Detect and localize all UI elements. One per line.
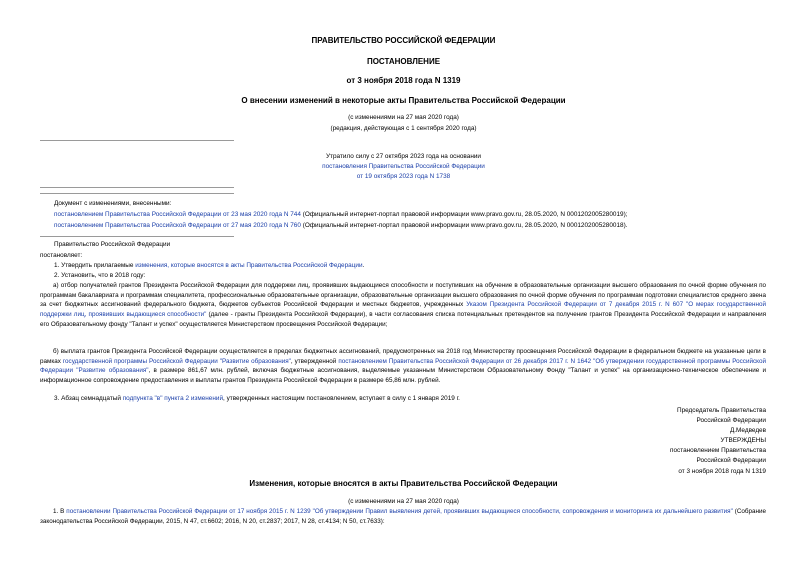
point-2b-text: б) выплата грантов Президента Российской Федерации осуществляется в пределах бюджетных ассигнований, предусмотренных на 2018 год Министерству просвещения Российской Федерации в федеральном бюджете на указанные цели в рамках [40,348,766,365]
government-heading: ПРАВИТЕЛЬСТВО РОССИЙСКОЙ ФЕДЕРАЦИИ [311,36,496,45]
point-3-text: 3. Абзац семнадцатый [54,395,123,402]
point-2a [40,281,766,330]
divider [40,140,234,141]
change-link-760[interactable]: постановлением Правительства Российской Федерации от 27 мая 2020 года N 760 [54,222,301,229]
signature-line: Председатель Правительства [677,407,766,414]
document-title: О внесении изменений в некоторые акты Правительства Российской Федерации [241,96,566,105]
amended-note: (с изменениями на 27 мая 2020 года) [348,114,459,121]
approval-line: от 3 ноября 2018 года N 1319 [678,467,766,475]
preamble-government: Правительство Российской Федерации [54,241,171,248]
approval-line: Российской Федерации [696,457,766,465]
point-2b-link-decree-1642[interactable]: постановлением Правительства Российской Федерации от 26 декабря 2017 г. N 1642 "Об утверждении государственной программы Российской Федерации "Развитие образования" [40,357,766,375]
divider [40,193,234,194]
point-2a-text: а) отбор получателей грантов Президента Российской Федерации для поддержки лиц, проявивших выдающиеся способности и поступивших на обучение в образовательные организации высшего образования по очной форме обучения по программам бакалавриата и программам специалитета, профессиональные образовательные организации, образовательные организации высшего образования по очной форме обучения по программам подготовки специалистов среднего звена за счет бюджетных ассигнований федерального бюджета, бюджетов субъектов Российской Федерации и местных бюджетов, учрежденных [40,282,766,309]
edition-note: (редакция, действующая с 1 сентября 2020 года) [330,125,477,132]
doc-type-heading: ПОСТАНОВЛЕНИЕ [366,57,441,66]
point-1-text: 1. Утвердить прилагаемые [54,262,136,269]
signature-block [670,406,766,477]
appendix-amended-note: (с изменениями на 27 мая 2020 года) [348,498,459,505]
point-2b-link-program[interactable]: государственной программы Российской Федерации "Развитие образования" [62,357,291,365]
point-2b-text-end: , в размере 861,67 млн. рублей, включая бюджетные ассигнования, выделяемые указанным Министерством Образовательному Фонду "Талант и успех" на организационно-техническое обеспечение и информационное сопровождение предоставления и выплаты грантов Президента Российской Федерации в размере 65,86 млн. рублей. [40,367,767,385]
appendix-point-1 [40,507,766,526]
point-1-end: . [362,262,365,269]
changes-intro: Документ с изменениями, внесенными: [54,200,172,207]
appendix-point-1-end: (Собрание законодательства Российской Федерации, 2015, N 47, ст.6602; 2016, N 20, ст.2837; 2017, N 28, ст.4134; N 50, ст.7633): [40,508,766,525]
signature-line: Д.Медведев [729,427,766,435]
date-number-heading: от 3 ноября 2018 года N 1319 [346,76,461,85]
point-2a-text-end: (далее - гранты Президента Российской Федерации), в части согласования списка потенциальных претендентов на получение грантов Президента Российской Федерации и направления его Образовательному фонду "Талант и успех" осуществляется Министерством просвещения Российской Федерации; [40,311,766,328]
change-source: (Официальный интернет-портал правовой информации www.pravo.gov.ru, 28.05.2020, N 0001202005280018). [300,222,628,229]
divider [40,236,234,237]
appendix-title: Изменения, которые вносятся в акты Правительства Российской Федерации [249,479,558,488]
point-2b [40,347,766,386]
change-item [54,221,628,231]
repeal-link-decree[interactable]: постановления Правительства Российской Федерации [322,163,485,170]
point-2a-link-decree-607[interactable]: Указом Президента Российской Федерации от 7 декабря 2015 г. N 607 "О мерах государственной поддержки лиц, проявивших выдающиеся способности" [40,301,767,319]
point-3 [54,394,460,404]
repeal-link-date[interactable]: от 19 октября 2023 года N 1738 [356,173,451,180]
preamble-resolves: постановляет: [40,252,83,259]
change-item [54,210,628,220]
repeal-notice-text: Утратило силу с 27 октября 2023 года на основании [326,153,481,160]
appendix-point-1-link[interactable]: постановлении Правительства Российской Федерации от 17 ноября 2015 г. N 1239 "Об утверждении Правил выявления детей, проявивших выдающиеся способности, сопровождения и мониторинга их дальнейшего развития" [66,508,733,515]
change-link-744[interactable]: постановлением Правительства Российской Федерации от 23 мая 2020 года N 744 [54,211,301,218]
point-1 [54,261,364,271]
point-3-end: , утвержденных настоящим постановлением, вступает в силу с 1 января 2019 г. [223,395,460,402]
point-2: 2. Установить, что в 2018 году: [54,272,146,279]
point-3-link[interactable]: подпункта "в" пункта 2 изменений [122,395,224,402]
change-source: (Официальный интернет-портал правовой информации www.pravo.gov.ru, 28.05.2020, N 0001202005280019); [300,211,628,218]
appendix-point-1-text: 1. В [53,508,67,515]
divider [40,187,234,188]
point-1-link[interactable]: изменения, которые вносятся в акты Правительства Российской Федерации [135,262,363,269]
signature-line: Российской Федерации [696,417,766,425]
point-2b-text-mid: , утвержденной [290,357,339,365]
approval-line: УТВЕРЖДЕНЫ [720,437,766,445]
approval-line: постановлением Правительства [670,447,766,455]
